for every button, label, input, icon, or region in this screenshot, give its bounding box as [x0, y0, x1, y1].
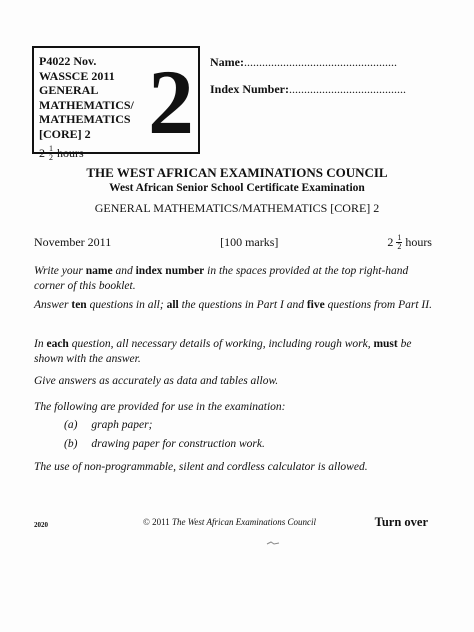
name-dots: ...................................................: [243, 55, 397, 69]
instr-text: question, all necessary details of working, including rough work,: [68, 338, 374, 350]
instr-bold: each: [46, 338, 69, 350]
duration-fraction: [396, 234, 402, 251]
index-number-field[interactable]: [210, 82, 406, 97]
paper-number: 2: [148, 51, 194, 153]
instruction-calculator: The use of non-programmable, silent and cordless calculator is allowed.: [34, 461, 368, 473]
footer-code: 2020: [34, 521, 48, 529]
exam-duration: [387, 234, 432, 251]
exam-date: November 2011: [34, 235, 112, 249]
instr-text: questions in all;: [86, 299, 167, 311]
instr-text: Write your: [34, 265, 86, 277]
list-marker: (a): [64, 419, 78, 431]
instr-bold: ten: [71, 299, 87, 311]
instr-text: in the spaces provided at the top right-hand corner of this booklet.: [34, 265, 409, 292]
code-line: [CORE] 2: [39, 126, 91, 141]
footer-copyright: [143, 517, 316, 527]
index-dots: .......................................: [289, 82, 407, 96]
duration: [39, 145, 134, 162]
list-marker: (b): [64, 438, 78, 450]
scan-speck-icon: [266, 540, 280, 546]
fraction-denominator: 2: [397, 242, 402, 251]
name-label: Name:: [210, 55, 244, 69]
instr-text: questions from Part II.: [324, 299, 432, 311]
duration-label: hours: [405, 235, 432, 249]
instruction-name-index: [34, 264, 438, 294]
code-line: GENERAL: [39, 83, 99, 97]
code-line: P4022 Nov.: [39, 54, 97, 68]
instr-text: be shown with the answer.: [34, 338, 412, 365]
list-item: [64, 419, 152, 431]
list-text: drawing paper for construction work.: [91, 438, 265, 450]
instr-text: the questions in Part I and: [178, 299, 307, 311]
fraction-denominator: 2: [49, 153, 53, 162]
duration-label: hours: [57, 146, 84, 161]
instr-text: and: [112, 265, 136, 277]
council-title: THE WEST AFRICAN EXAMINATIONS COUNCIL: [86, 165, 388, 180]
total-marks: [100 marks]: [220, 235, 279, 249]
instruction-answer-count: [34, 298, 438, 313]
list-text: graph paper;: [91, 419, 153, 431]
paper-code-lines: [39, 54, 134, 162]
code-line: MATHEMATICS/: [39, 97, 134, 112]
duration-whole: 2: [39, 146, 45, 161]
code-line: WASSCE 2011: [39, 68, 115, 83]
duration-whole: 2: [387, 235, 394, 249]
index-label: Index Number:: [210, 82, 290, 96]
copyright-org: The West African Examinations Council: [172, 517, 317, 527]
subject-title: GENERAL MATHEMATICS/MATHEMATICS [CORE] 2: [94, 201, 380, 215]
paper-code-box: [32, 46, 200, 162]
instr-bold: name: [85, 265, 113, 277]
fraction-numerator: 1: [49, 144, 53, 153]
instr-bold: index number: [135, 265, 205, 277]
code-line: MATHEMATICS: [39, 112, 131, 126]
instruction-provided: The following are provided for use in the examination:: [34, 401, 286, 413]
instr-bold: must: [373, 338, 398, 350]
instruction-accuracy: Give answers as accurately as data and tables allow.: [34, 375, 279, 387]
duration-fraction: [48, 145, 54, 162]
copyright-text: © 2011: [143, 517, 173, 527]
fraction-numerator: 1: [397, 233, 402, 242]
exam-meta-row: [34, 234, 432, 251]
exam-name: West African Senior School Certificate Examination: [109, 182, 365, 194]
instr-bold: five: [306, 299, 325, 311]
list-item: [64, 438, 265, 450]
instr-text: Answer: [34, 299, 72, 311]
instr-bold: all: [166, 299, 179, 311]
turn-over-label: Turn over: [374, 515, 428, 529]
instr-text: In: [34, 338, 47, 350]
instruction-working: [34, 337, 438, 367]
name-field[interactable]: [210, 55, 397, 70]
